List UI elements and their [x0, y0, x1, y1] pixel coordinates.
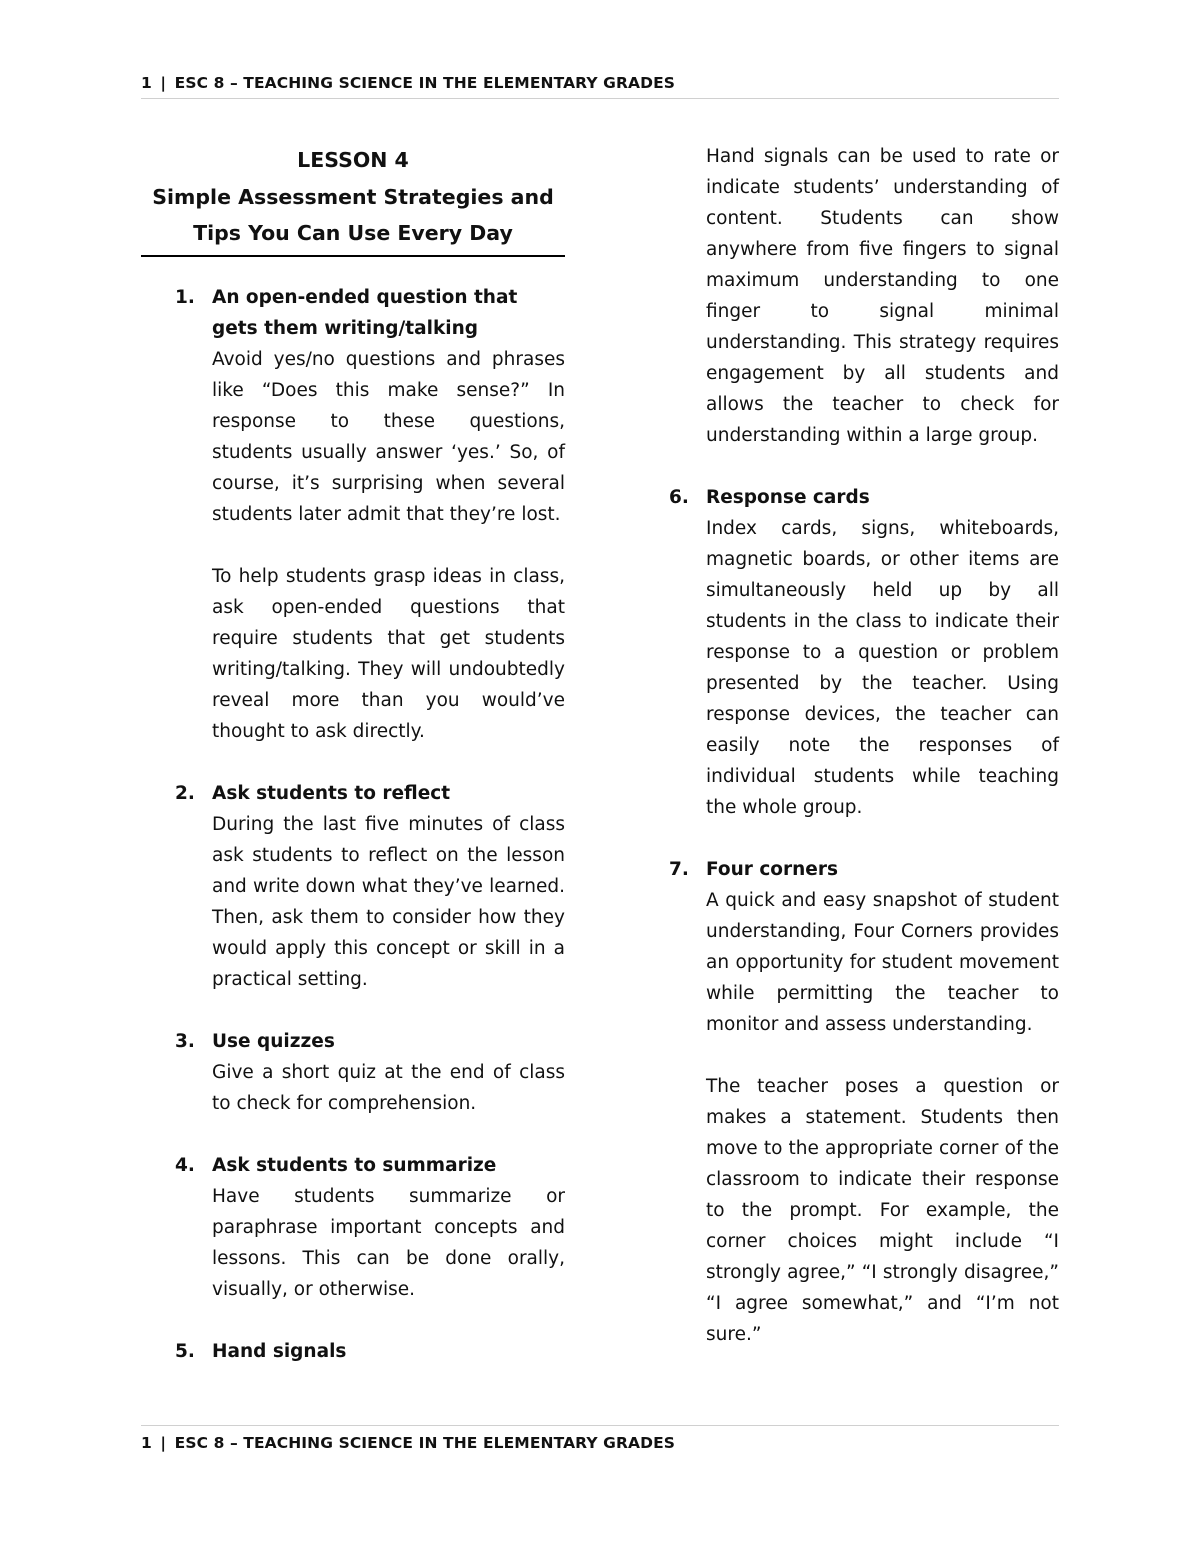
list-item-hand-signals-heading: [141, 1336, 565, 1367]
list-item-summarize: [141, 1150, 565, 1305]
item-paragraph: Give a short quiz at the end of class to check for comprehension.: [212, 1061, 565, 1114]
lesson-title-line-1: Simple Assessment Strategies and: [152, 184, 554, 209]
item-title: An open-ended question that gets them writing/talking: [212, 286, 518, 339]
list-item-open-ended-question: [141, 282, 565, 747]
item-number: 1.: [175, 286, 195, 308]
item-paragraph: Index cards, signs, whiteboards, magnetic boards, or other items are simultaneously held up by all students in the class to indicate their response to a question or problem presented by the teacher. Using response devices, the teacher can easily note the responses of individual students while teaching the whole group.: [706, 518, 1059, 818]
item-number: 3.: [175, 1030, 195, 1052]
item-title: Four corners: [706, 859, 838, 880]
item-title: Use quizzes: [212, 1030, 335, 1052]
item-number: 4.: [175, 1154, 195, 1176]
item-title: Ask students to summarize: [212, 1154, 497, 1176]
list-item-reflect: [141, 778, 565, 995]
list-item-response-cards: [667, 482, 1059, 823]
page-footer: [141, 1434, 1059, 1452]
lesson-number: LESSON 4: [297, 148, 409, 172]
header-separator: |: [160, 74, 167, 92]
item-paragraph: The teacher poses a question or makes a statement. Students then move to the appropriate corner of the classroom to indicate their response to the prompt. For example, the corner choices might include “I strongly agree,” “I strongly disagree,” “I agree somewhat,” and “I’m not sure.”: [706, 1076, 1059, 1345]
page-header: [141, 74, 1059, 92]
item-title: Hand signals: [212, 1340, 347, 1362]
item-paragraph: A quick and easy snapshot of student understanding, Four Corners provides an opportunity for student movement while permitting the teacher to monitor and assess understanding.: [706, 890, 1059, 1035]
item-title: Response cards: [706, 487, 870, 508]
item-number: 2.: [175, 782, 195, 804]
header-rule: [141, 98, 1059, 99]
list-item-quizzes: [141, 1026, 565, 1119]
left-column: [141, 141, 565, 1367]
lesson-heading: [141, 141, 565, 252]
footer-page-number: 1: [141, 1434, 152, 1452]
item-number: 7.: [669, 859, 689, 880]
item-paragraph: To help students grasp ideas in class, ask open-ended questions that require students that get students writing/talking. They will undoubtedly reveal more than you would’ve thought to ask directly.: [212, 565, 565, 742]
item-number: 5.: [175, 1340, 195, 1362]
title-underline: [141, 255, 565, 257]
lesson-title-line-2: Tips You Can Use Every Day: [193, 221, 513, 245]
item-paragraph: During the last five minutes of class ask students to reflect on the lesson and write down what they’ve learned. Then, ask them to consider how they would apply this concept or skill in a practical setting.: [212, 813, 565, 990]
item-paragraph: Hand signals can be used to rate or indicate students’ understanding of content. Students can show anywhere from five fingers to signal maximum understanding to one finger to signal minimal understanding. This strategy requires engagement by all students and allows the teacher to check for understanding within a large group.: [706, 146, 1059, 446]
item-paragraph: Avoid yes/no questions and phrases like “Does this make sense?” In response to these questions, students usually answer ‘yes.’ So, of course, it’s surprising when several students later admit that they’re lost.: [212, 348, 565, 525]
header-page-number: 1: [141, 74, 152, 92]
footer-separator: |: [160, 1434, 167, 1452]
item-paragraph: Have students summarize or paraphrase important concepts and lessons. This can be done orally, visually, or otherwise.: [212, 1185, 565, 1300]
right-column: [667, 141, 1059, 1381]
item-number: 6.: [669, 487, 689, 508]
list-item-four-corners: [667, 854, 1059, 1350]
footer-course-title: ESC 8 – TEACHING SCIENCE IN THE ELEMENTARY GRADES: [174, 1434, 676, 1452]
hand-signals-continuation: [667, 141, 1059, 451]
item-title: Ask students to reflect: [212, 782, 451, 804]
footer-rule: [141, 1425, 1059, 1426]
header-course-title: ESC 8 – TEACHING SCIENCE IN THE ELEMENTARY GRADES: [174, 74, 676, 92]
